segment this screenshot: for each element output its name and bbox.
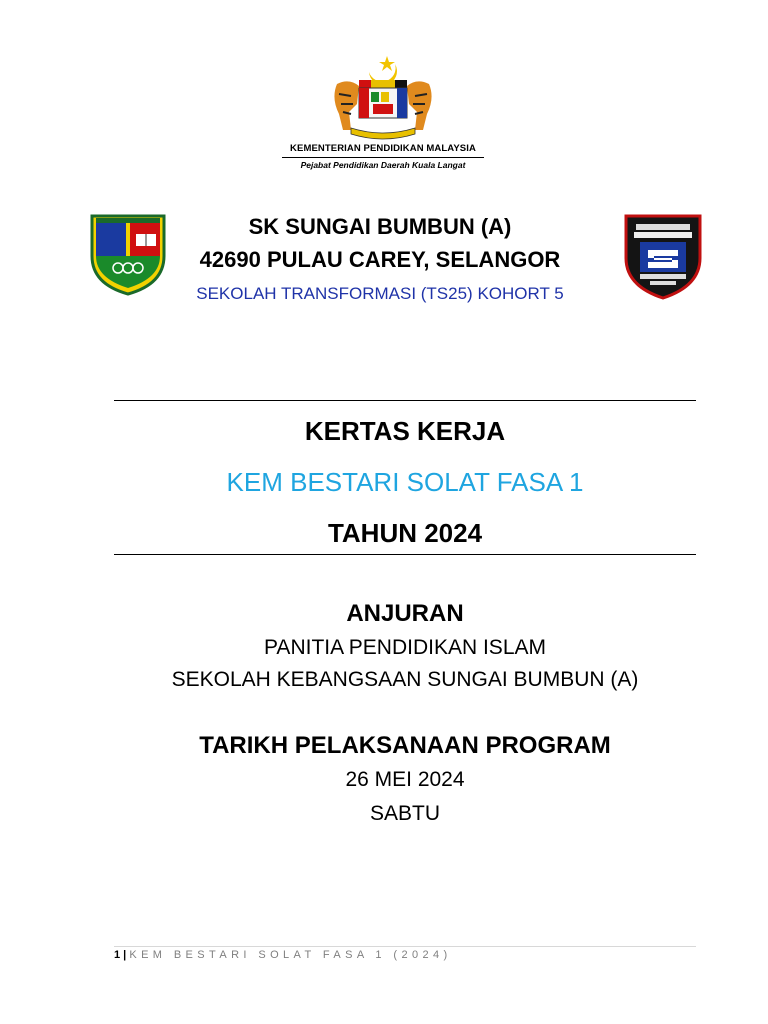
ts25-badge-logo — [622, 210, 704, 300]
organizer-heading: ANJURAN — [346, 600, 464, 627]
footer-separator: | — [120, 949, 130, 961]
ministry-header — [274, 52, 492, 182]
ministry-office: Pejabat Pendidikan Daerah Kuala Langat — [300, 160, 466, 170]
school-crest-logo — [88, 212, 168, 296]
ministry-divider — [282, 157, 484, 158]
page-number: 1 — [114, 949, 121, 961]
program-date-heading: TARIKH PELAKSANAAN PROGRAM — [199, 732, 611, 759]
document-year: TAHUN 2024 — [327, 518, 483, 548]
school-address: 42690 PULAU CAREY, SELANGOR — [199, 247, 561, 272]
organizer-school: SEKOLAH KEBANGSAAN SUNGAI BUMBUN (A) — [171, 668, 639, 691]
title-top-rule — [114, 400, 696, 401]
footer-divider — [114, 946, 696, 947]
document-title: KEM BESTARI SOLAT FASA 1 — [226, 467, 584, 497]
program-day: SABTU — [369, 802, 440, 825]
organizer-panel: PANITIA PENDIDIKAN ISLAM — [263, 636, 546, 659]
page-footer — [114, 948, 452, 962]
document-type: KERTAS KERJA — [304, 416, 506, 446]
school-name: SK SUNGAI BUMBUN (A) — [248, 214, 512, 239]
school-tagline: SEKOLAH TRANSFORMASI (TS25) KOHORT 5 — [196, 284, 564, 303]
coat-of-arms-logo — [329, 54, 437, 142]
footer-title: KEM BESTARI SOLAT FASA 1 (2024) — [129, 949, 452, 961]
program-date: 26 MEI 2024 — [345, 768, 465, 791]
title-bottom-rule — [114, 554, 696, 555]
ministry-name: KEMENTERIAN PENDIDIKAN MALAYSIA — [290, 143, 476, 154]
